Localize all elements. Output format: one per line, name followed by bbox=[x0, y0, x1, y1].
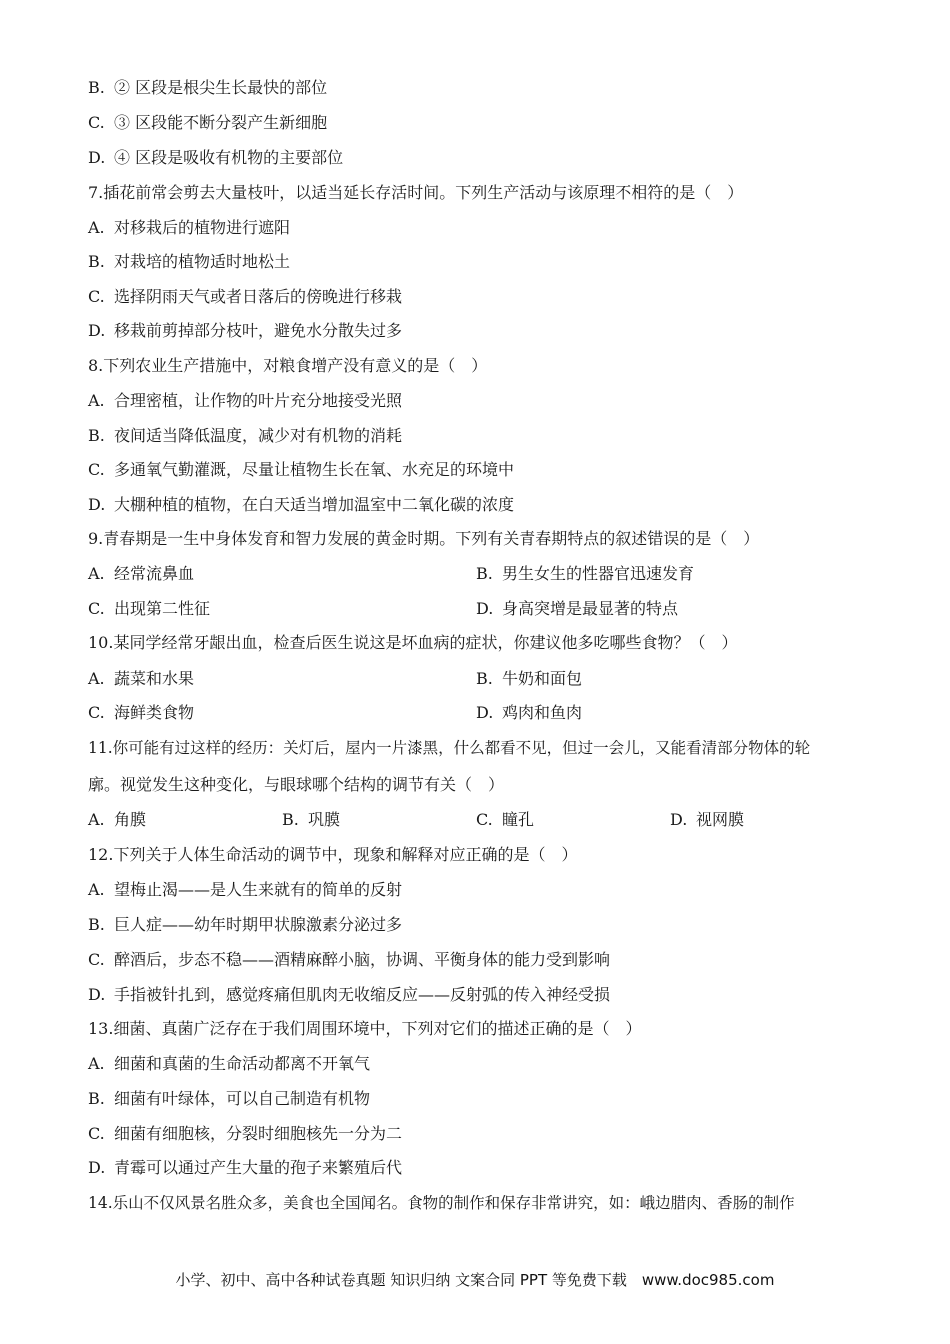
q8-option-c: C. 多通氧气勤灌溉，尽量让植物生长在氧、水充足的环境中 bbox=[88, 460, 515, 479]
q7-option-c: C. 选择阴雨天气或者日落后的傍晚进行移栽 bbox=[88, 287, 403, 306]
q10-option-a: A. 蔬菜和水果 bbox=[88, 669, 195, 688]
q7-option-a: A. 对移栽后的植物进行遮阳 bbox=[88, 218, 291, 237]
q10-option-d: D. 鸡肉和鱼肉 bbox=[476, 703, 583, 722]
q7-stem: 7.插花前常会剪去大量枝叶，以适当延长存活时间。下列生产活动与该原理不相符的是（ ） bbox=[88, 183, 744, 202]
q9-option-b: B. 男生女生的性器官迅速发育 bbox=[476, 564, 695, 583]
q10-option-b: B. 牛奶和面包 bbox=[476, 669, 583, 688]
q9-option-a: A. 经常流鼻血 bbox=[88, 564, 195, 583]
q11-option-b: B. 巩膜 bbox=[282, 810, 341, 829]
q10-option-c: C. 海鲜类食物 bbox=[88, 703, 195, 722]
q6-option-c: C. ③ 区段能不断分裂产生新细胞 bbox=[88, 113, 328, 132]
q6-option-b: B. ② 区段是根尖生长最快的部位 bbox=[88, 78, 328, 97]
q12-option-b: B. 巨人症——幼年时期甲状腺激素分泌过多 bbox=[88, 915, 403, 934]
q11-stem-line2: 廓。视觉发生这种变化，与眼球哪个结构的调节有关（ ） bbox=[88, 775, 505, 794]
q13-option-d: D. 青霉可以通过产生大量的孢子来繁殖后代 bbox=[88, 1158, 403, 1177]
q8-option-d: D. 大棚种植的植物，在白天适当增加温室中二氧化碳的浓度 bbox=[88, 495, 515, 514]
page-footer: 小学、初中、高中各种试卷真题 知识归纳 文案合同 PPT 等免费下载 www.doc985.com bbox=[175, 1271, 775, 1289]
q11-option-d: D. 视网膜 bbox=[670, 810, 745, 829]
q7-option-d: D. 移栽前剪掉部分枝叶，避免水分散失过多 bbox=[88, 321, 403, 340]
q13-option-b: B. 细菌有叶绿体，可以自己制造有机物 bbox=[88, 1089, 371, 1108]
q7-option-b: B. 对栽培的植物适时地松土 bbox=[88, 252, 291, 271]
q13-option-c: C. 细菌有细胞核，分裂时细胞核先一分为二 bbox=[88, 1124, 403, 1143]
q12-option-c: C. 醉酒后，步态不稳——酒精麻醉小脑，协调、平衡身体的能力受到影响 bbox=[88, 950, 611, 969]
q13-option-a: A. 细菌和真菌的生命活动都离不开氧气 bbox=[88, 1054, 371, 1073]
q8-option-b: B. 夜间适当降低温度，减少对有机物的消耗 bbox=[88, 426, 403, 445]
q11-option-a: A. 角膜 bbox=[88, 810, 147, 829]
q9-stem: 9.青春期是一生中身体发育和智力发展的黄金时期。下列有关青春期特点的叙述错误的是（ ） bbox=[88, 529, 760, 548]
q9-option-c: C. 出现第二性征 bbox=[88, 599, 211, 618]
q12-option-d: D. 手指被针扎到，感觉疼痛但肌肉无收缩反应——反射弧的传入神经受损 bbox=[88, 985, 611, 1004]
q11-option-c: C. 瞳孔 bbox=[476, 810, 535, 829]
q13-stem: 13.细菌、真菌广泛存在于我们周围环境中，下列对它们的描述正确的是（ ） bbox=[88, 1019, 642, 1038]
q12-option-a: A. 望梅止渴——是人生来就有的简单的反射 bbox=[88, 880, 403, 899]
q14-stem: 14.乐山不仅风景名胜众多，美食也全国闻名。食物的制作和保存非常讲究，如：峨边腊肉、香肠的制作 bbox=[88, 1194, 795, 1212]
q11-stem-line1: 11.你可能有过这样的经历：关灯后，屋内一片漆黑，什么都看不见，但过一会儿，又能看清部分物体的轮 bbox=[88, 739, 811, 757]
q8-option-a: A. 合理密植，让作物的叶片充分地接受光照 bbox=[88, 391, 403, 410]
q8-stem: 8.下列农业生产措施中，对粮食增产没有意义的是（ ） bbox=[88, 356, 488, 375]
q12-stem: 12.下列关于人体生命活动的调节中，现象和解释对应正确的是（ ） bbox=[88, 845, 578, 864]
q9-option-d: D. 身高突增是最显著的特点 bbox=[476, 599, 679, 618]
q10-stem: 10.某同学经常牙龈出血，检查后医生说这是坏血病的症状，你建议他多吃哪些食物？（ ） bbox=[88, 633, 738, 652]
q6-option-d: D. ④ 区段是吸收有机物的主要部位 bbox=[88, 148, 344, 167]
